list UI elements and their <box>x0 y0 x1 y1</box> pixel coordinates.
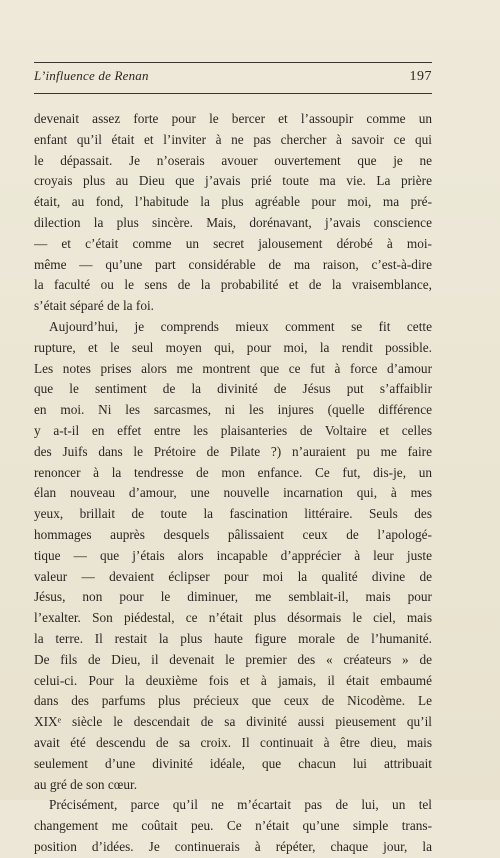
text-line: était, au fond, l’habitude la plus agréable pour moi, ma pré- <box>34 194 432 210</box>
text-line: hommages auprès desquels pâlissaient ceux de l’apologé- <box>34 526 432 542</box>
text-line: XIXᵉ siècle le descendait de sa divinité aussi pieusement qu’il <box>34 714 432 730</box>
text-line: — et c’était comme un secret jalousement dérobé à moi- <box>34 235 432 251</box>
text-line: renoncer à la tendresse de mon enfance. Ce fut, dis-je, un <box>34 464 432 480</box>
text-line: tique — que j’étais alors incapable d’apprécier à leur juste <box>34 547 432 563</box>
running-title: L’influence de Renan <box>34 68 149 83</box>
text-line: Les notes prises alors me montrent que ce fut à force d’amour <box>34 360 432 376</box>
paragraph <box>34 317 432 795</box>
text-line: le dépassait. Je n’oserais avouer ouvertement que je ne <box>34 152 432 168</box>
text-line: y a-t-il en effet entre les plaisanteries de Voltaire et celles <box>34 422 432 438</box>
paragraph <box>34 109 432 317</box>
page-number: 197 <box>409 69 432 84</box>
text-line: changement me coûtait peu. Ce n’était qu’une simple trans- <box>34 818 432 834</box>
text-line: Précisément, parce qu’il ne m’écartait pas de lui, un tel <box>49 797 432 813</box>
text-line: dans des parfums plus précieux que ceux de Nicodème. Le <box>34 693 432 709</box>
text-line: même — qu’une part considérable de ma raison, c’est-à-dire <box>34 256 432 272</box>
text-line: devenait assez forte pour le bercer et l’assoupir comme un <box>34 111 432 126</box>
text-line: yeux, brillait de toute la fascination littéraire. Seuls des <box>34 506 432 522</box>
text-line: en moi. Ni les sarcasmes, ni les injures (quelle différence <box>34 402 432 418</box>
header-rule-bottom <box>34 93 432 94</box>
header-rule-top <box>34 62 432 63</box>
text-line: que le sentiment de la divinité de Jésus put s’affaiblir <box>34 381 432 397</box>
text-line: celui-ci. Pour la deuxième fois et à jamais, il était embaumé <box>34 672 432 688</box>
text-line: des Juifs dans le Prétoire de Pilate ?) n’auraient pu me faire <box>34 443 432 459</box>
text-line: élan nouveau d’amour, une nouvelle incarnation qui, à mes <box>34 485 432 501</box>
text-line: seulement d’une divinité idéale, que chacun lui attribuait <box>34 755 432 771</box>
text-line: croyais plus au Dieu que j’avais prié toute ma vie. La prière <box>34 173 432 189</box>
text-line: De fils de Dieu, il devenait le premier des « créateurs » de <box>34 651 432 667</box>
text-line: Aujourd’hui, je comprends mieux comment se fit cette <box>49 318 432 334</box>
text-line: la faculté ou le sens de la probabilité et de la vraisemblance, <box>34 277 432 293</box>
body-text <box>34 109 432 858</box>
running-head <box>34 68 432 90</box>
text-line: au gré de son cœur. <box>34 776 138 792</box>
text-line: dilection la plus sincère. Mais, dorénavant, j’avais conscience <box>34 214 432 230</box>
text-line: valeur — devaient éclipser pour moi la qualité divine de <box>34 568 432 584</box>
paragraph <box>34 795 432 857</box>
text-line: Jésus, non pour le diminuer, me semblait-il, mais pour <box>34 589 432 605</box>
text-line: avait été descendu de sa croix. Il continuait à être dieu, mais <box>34 734 432 750</box>
text-line: enfant qu’il était et l’inviter à ne pas chercher à savoir ce qui <box>34 131 432 147</box>
text-line: la terre. Il restait la plus haute figure morale de l’humanité. <box>34 630 432 646</box>
text-line: rupture, et le seul moyen qui, pour moi, la rendit possible. <box>34 339 432 355</box>
text-line: s’était séparé de la foi. <box>34 298 154 314</box>
text-line: l’exalter. Son piédestal, ce n’était plus désormais le ciel, mais <box>34 610 432 626</box>
text-line: position d’idées. Je continuerais à répéter, chaque jour, la <box>34 838 432 854</box>
